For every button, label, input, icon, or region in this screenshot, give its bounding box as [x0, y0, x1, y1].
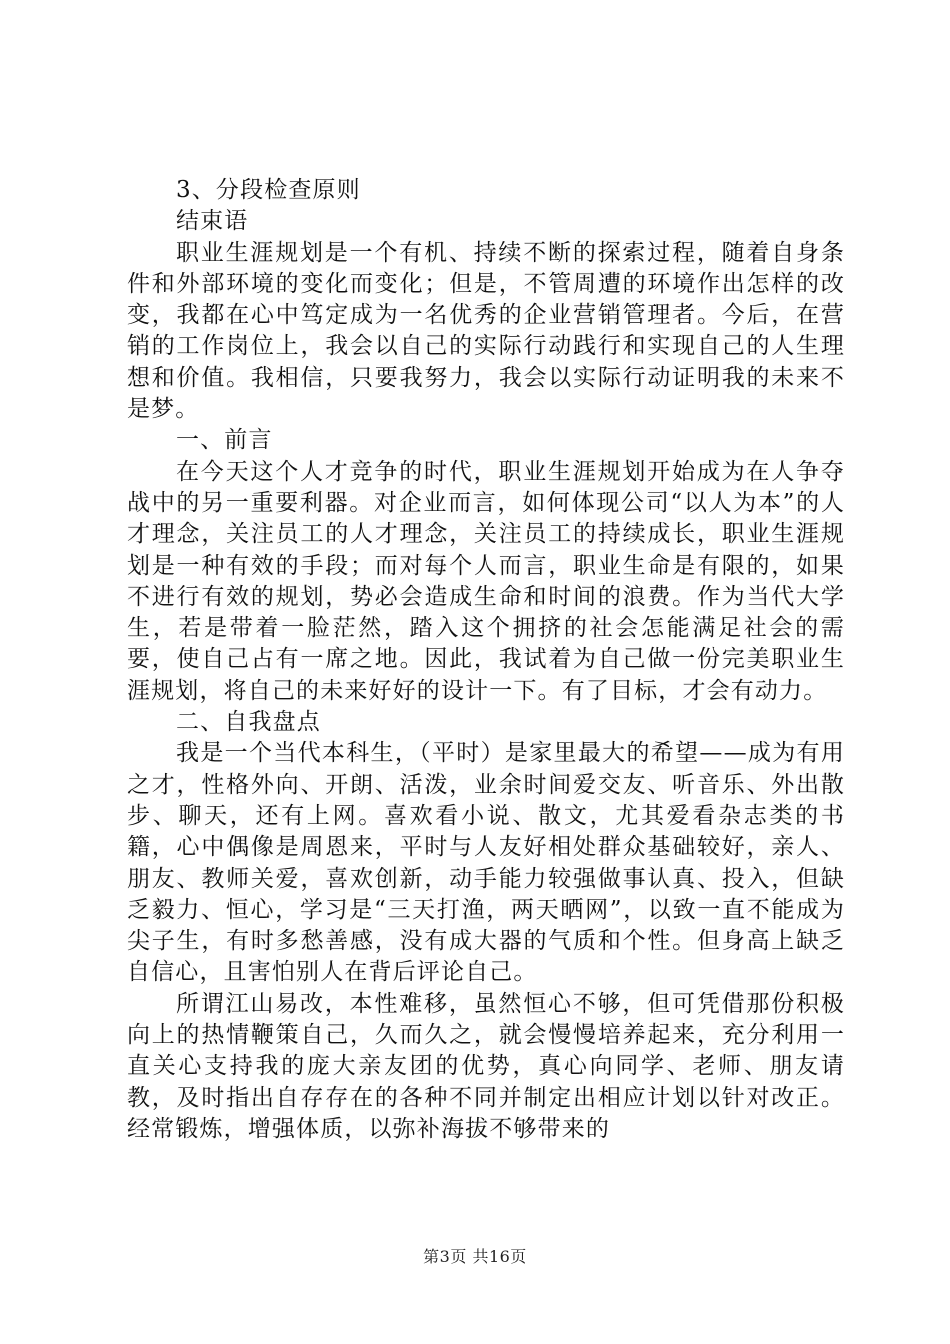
section-heading-preface: 一、前言	[176, 427, 273, 454]
paragraph-preface: 在今天这个人才竞争的时代，职业生涯规划开始成为在人争夺战中的另一重要利器。对企业而言，如何体现公司“以人为本”的人才理念，关注员工的人才理念，关注员工的持续成长，职业生涯规划是一种有效的手段；而对每个人而言，职业生命是有限的，如果不进行有效的规划，势必会造成生命和时间的浪费。作为当代大学生，若是带着一脸茫然，踏入这个拥挤的社会怎能满足社会的需要，使自己占有一席之地。因此，我试着为自己做一份完美职业生涯规划，将自己的未来好好的设计一下。有了目标，才会有动力。	[127, 458, 845, 704]
paragraph-conclusion: 职业生涯规划是一个有机、持续不断的探索过程，随着自身条件和外部环境的变化而变化；但是，不管周遭的环境作出怎样的改变，我都在心中笃定成为一名优秀的企业营销管理者。今后，在营销的工作岗位上，我会以自己的实际行动践行和实现自己的人生理想和价值。我相信，只要我努力，我会以实际行动证明我的未来不是梦。	[127, 239, 845, 423]
section-heading-principle: 3、分段检查原则	[176, 177, 361, 203]
document-body	[127, 175, 845, 1145]
page-number-footer: 第3页 共16页	[423, 1247, 527, 1266]
paragraph-self-review-2: 所谓江山易改，本性难移，虽然恒心不够，但可凭借那份积极向上的热情鞭策自己，久而久之，就会慢慢培养起来，充分利用一直关心支持我的庞大亲友团的优势，真心向同学、老师、朋友请教，及时指出自存存在的各种不同并制定出相应计划以针对改正。经常锻炼，增强体质，以弥补海拔不够带来的	[127, 990, 845, 1142]
section-heading-conclusion: 结束语	[176, 208, 249, 235]
section-heading-self-review: 二、自我盘点	[176, 709, 321, 736]
paragraph-self-review-1: 我是一个当代本科生，（平时）是家里最大的希望——成为有用之才，性格外向、开朗、活泼，业余时间爱交友、听音乐、外出散步、聊天，还有上网。喜欢看小说、散文，尤其爱看杂志类的书籍，心中偶像是周恩来，平时与人友好相处群众基础较好，亲人、朋友、教师关爱，喜欢创新，动手能力较强做事认真、投入，但缺乏毅力、恒心，学习是“三天打渔，两天晒网”，以致一直不能成为尖子生，有时多愁善感，没有成大器的气质和个性。但身高上缺乏自信心，且害怕别人在背后评论自己。	[127, 740, 845, 986]
